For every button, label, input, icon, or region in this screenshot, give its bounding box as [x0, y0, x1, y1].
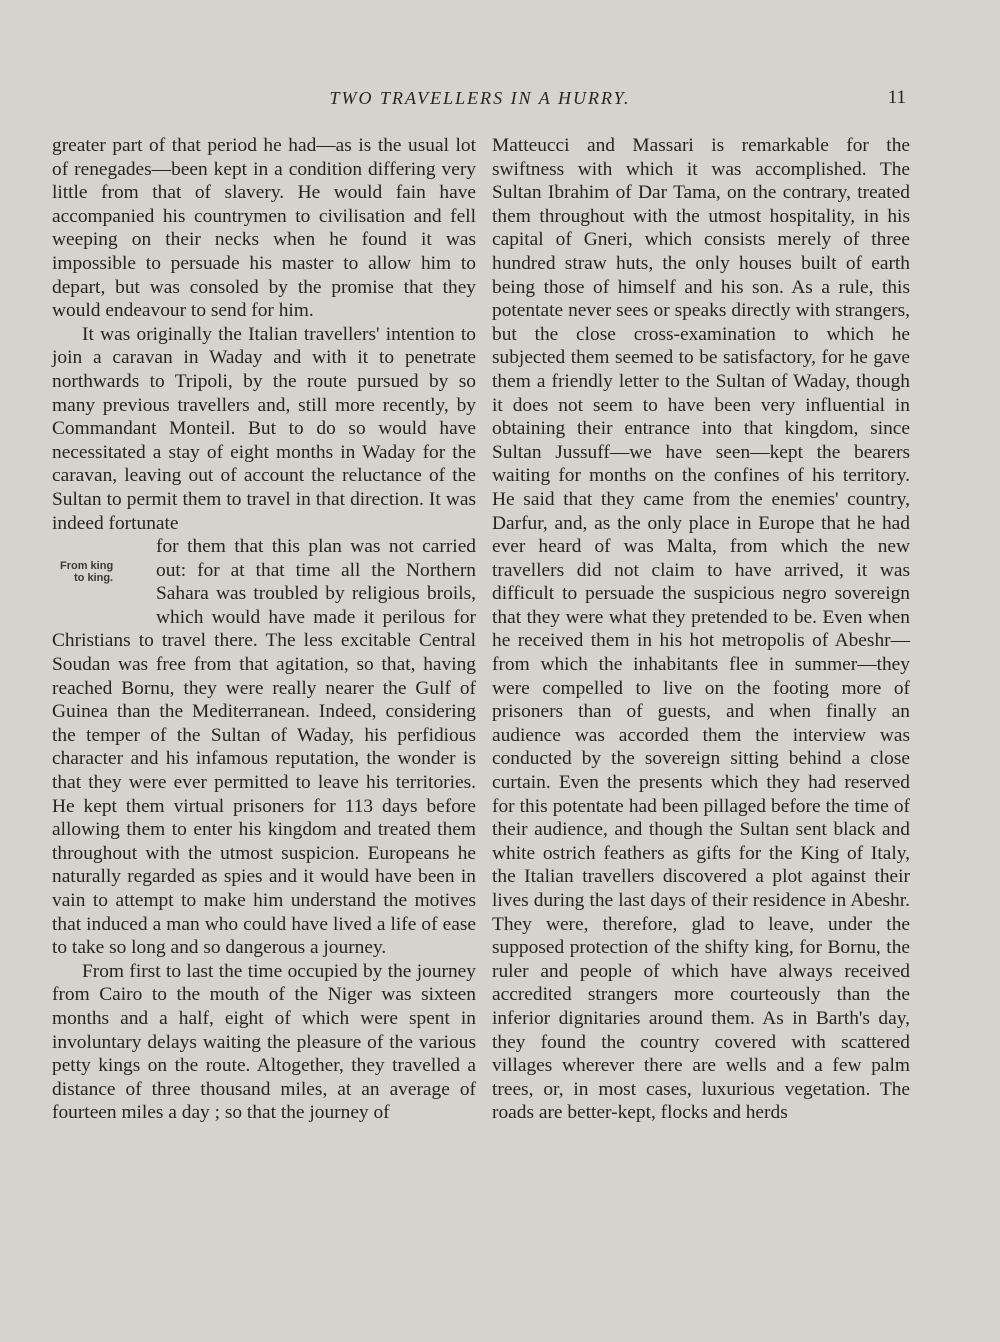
paragraph-2b: for them that this plan was not carried out: for at that time all the Northern Sahara was troubled by religious broils, which would have made it perilous for Christians to travel there. The less excitable Central Soudan was free from that agitation, so that, having reached Bornu, they were really nearer the Gulf of Guinea than the Mediterranean. Indeed, considering the temper of the Sultan of Waday, his perfidious character and his infamous reputation, the wonder is that they were ever permitted to leave his territories. He kept them virtual prisoners for 113 days before allowing them to enter his kingdom and treated them throughout with the utmost suspicion. Europeans he naturally regarded as spies and it would have been in vain to attempt to make him understand the motives that induced a man who could have lived a life of ease to take so long and so dangerous a journey. [52, 536, 476, 959]
margin-note-line-2: to king. [74, 572, 114, 585]
paragraph-2a: It was originally the Italian travellers' intention to join a caravan in Waday and with it to penetrate northwards to Tripoli, by the route pursued by so many previous travellers and, still more recently, by Commandant Monteil. But to do so would have necessitated a stay of eight months in Waday for the caravan, leaving out of account the reluctance of the Sultan to permit them to travel in that direction. It was indeed fortunate [52, 323, 476, 534]
paragraph-1: greater part of that period he had—as is the usual lot of renegades—been kept in a condition differing very little from that of slavery. He would fain have accompanied his countrymen to civilisation and fell weeping on their necks when he found it was impossible to persuade his master to allow him to depart, but was consoled by the promise that they would endeavour to send for him. [52, 135, 476, 322]
page-number: 11 [887, 87, 906, 108]
margin-note-area [52, 535, 156, 606]
margin-note [60, 560, 113, 584]
running-head [0, 88, 1000, 116]
running-head-title: TWO TRAVELLERS IN A HURRY. [329, 88, 631, 108]
left-column [52, 134, 476, 1304]
margin-note-line-1: From king [60, 560, 114, 573]
paragraph-4: Matteucci and Massari is remarkable for the swiftness with which it was accomplished. The Sultan Ibrahim of Dar Tama, on the contrary, treated them throughout with the utmost hospitality, in his capital of Gneri, which consists merely of three hundred straw huts, the only houses built of earth being those of himself and his son. As a rule, this potentate never sees or speaks directly with strangers, but the close cross-examination to which he subjected them seemed to be satisfactory, for he gave them a friendly letter to the Sultan of Waday, though it does not seem to have been very influential in obtaining their entrance into that kingdom, since Sultan Jussuff—we have seen—kept the bearers waiting for months on the confines of his territory. He said that they came from the enemies' country, Darfur, and, as the only place in Europe that he had ever heard of was Malta, from which the new travellers did not claim to have arrived, it was difficult to persuade the suspicious negro sovereign that they were what they pretended to be. Even when he received them in his hot metropolis of Abeshr—from which the inhabitants flee in summer—they were compelled to live on the footing more of prisoners than of guests, and when finally an audience was accorded them the interview was conducted by the sovereign sitting behind a close curtain. Even the presents which they had reserved for this potentate had been pillaged before the time of their audience, and though the Sultan sent black and white ostrich feathers as gifts for the King of Italy, the Italian travellers discovered a plot against their lives during the last days of their residence in Abeshr. They were, therefore, glad to leave, under the supposed protection of the shifty king, for Bornu, the ruler and people of which have always received accredited strangers more courteously than the inferior dignitaries around them. As in Barth's day, they found the country covered with scattered villages wherever there are wells and a few palm trees, or, in most cases, luxurious vegetation. The roads are better-kept, flocks and herds [492, 135, 910, 1124]
right-column [492, 134, 910, 1304]
paragraph-3: From first to last the time occupied by the journey from Cairo to the mouth of the Niger was sixteen months and a half, eight of which were spent in involuntary delays waiting the pleasure of the various petty kings on the route. Altogether, they travelled a distance of three thousand miles, at an average of fourteen miles a day ; so that the journey of [52, 960, 476, 1124]
